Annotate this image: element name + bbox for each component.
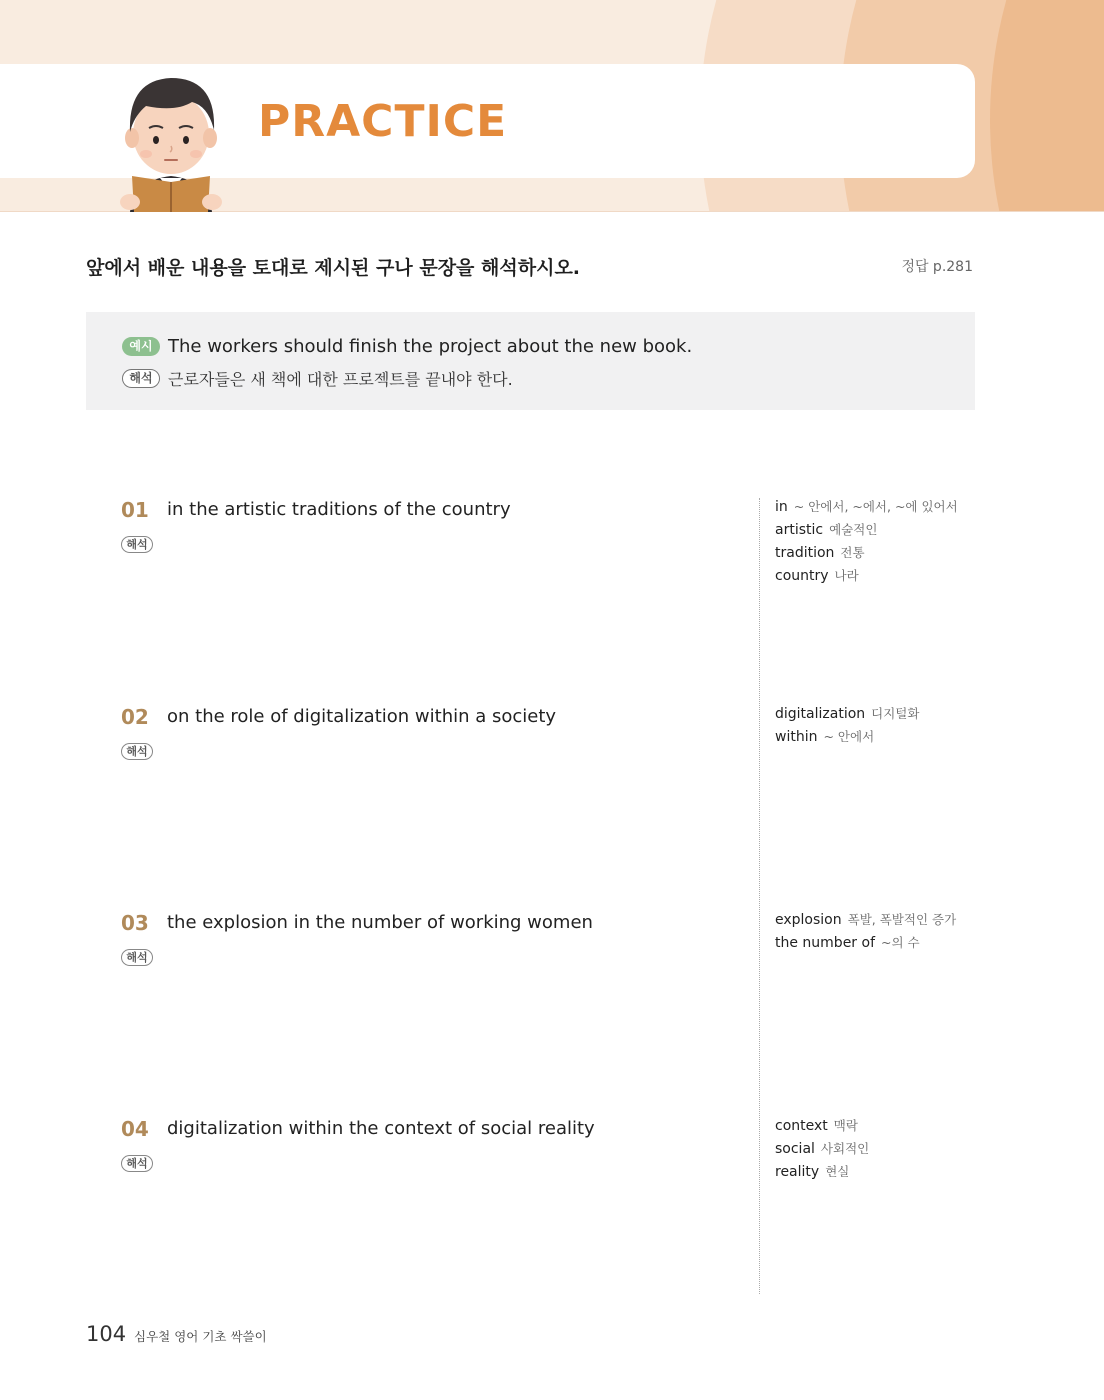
vocab-list-03 (775, 910, 1095, 956)
instruction-text: 앞에서 배운 내용을 토대로 제시된 구나 문장을 해석하시오. (86, 257, 581, 279)
decorative-arc (990, 0, 1104, 212)
example-translation: 근로자들은 새 책에 대한 프로젝트를 끝내야 한다. (168, 370, 513, 389)
book-title: 심우철 영어 기초 싹쓸이 (134, 1329, 267, 1344)
vocab-entry (775, 543, 1095, 566)
translation-badge: 해석 (121, 1155, 153, 1172)
vocab-entry (775, 933, 1095, 956)
vocab-word: country (775, 568, 829, 584)
example-box (86, 312, 975, 410)
example-sentence: The workers should finish the project about the new book. (168, 336, 693, 357)
vocab-meaning: 사회적인 (820, 1141, 870, 1156)
vocab-word: artistic (775, 522, 824, 538)
vocab-word: explosion (775, 912, 842, 928)
vocab-entry (775, 910, 1095, 933)
vocab-entry (775, 566, 1095, 589)
item-phrase: digitalization within the context of social reality (167, 1118, 595, 1139)
example-row (122, 336, 692, 357)
translation-badge: 해석 (121, 949, 153, 966)
vocab-word: digitalization (775, 706, 866, 722)
vocab-entry (775, 1139, 1095, 1162)
example-badge: 예시 (122, 337, 160, 356)
vocab-entry (775, 1116, 1095, 1139)
vocab-word: social (775, 1141, 815, 1157)
page-number: 104 (86, 1322, 127, 1346)
vocab-entry (775, 1162, 1095, 1185)
item-phrase: on the role of digitalization within a society (167, 706, 557, 727)
vocab-list-04 (775, 1116, 1095, 1185)
item-number: 02 (121, 705, 149, 729)
vocab-entry (775, 727, 1095, 750)
vocab-list-01 (775, 497, 1095, 589)
vocab-meaning: ~ 안에서 (823, 729, 875, 744)
boy-reading-book-illustration (116, 72, 226, 212)
vocab-word: tradition (775, 545, 835, 561)
vocab-meaning: 현실 (825, 1164, 850, 1179)
vocab-meaning: 맥락 (833, 1118, 858, 1133)
vocab-meaning: 예술적인 (829, 522, 878, 537)
vocab-entry (775, 704, 1095, 727)
vocab-word: within (775, 729, 818, 745)
translation-badge: 해석 (122, 369, 160, 388)
item-phrase: the explosion in the number of working women (167, 912, 593, 933)
vocab-meaning: 나라 (834, 568, 859, 583)
dotted-divider (759, 498, 760, 1294)
vocab-word: reality (775, 1164, 820, 1180)
item-number: 03 (121, 911, 149, 935)
answer-reference: 정답 p.281 (901, 259, 973, 275)
vocab-meaning: ~ 안에서, ~에서, ~에 있어서 (793, 499, 958, 514)
vocab-entry (775, 497, 1095, 520)
translation-badge: 해석 (121, 743, 153, 760)
vocab-meaning: 전통 (840, 545, 865, 560)
vocab-word: in (775, 499, 788, 515)
item-phrase: in the artistic traditions of the country (167, 499, 511, 520)
page-title: PRACTICE (258, 96, 508, 147)
vocab-meaning: 디지털화 (871, 706, 920, 721)
translation-row (122, 367, 513, 390)
vocab-word: the number of (775, 935, 876, 951)
item-number: 01 (121, 498, 149, 522)
vocab-meaning: ~의 수 (881, 935, 920, 950)
vocab-entry (775, 520, 1095, 543)
item-number: 04 (121, 1117, 149, 1141)
vocab-list-02 (775, 704, 1095, 750)
translation-badge: 해석 (121, 536, 153, 553)
vocab-meaning: 폭발, 폭발적인 증가 (847, 912, 957, 927)
vocab-word: context (775, 1118, 828, 1134)
